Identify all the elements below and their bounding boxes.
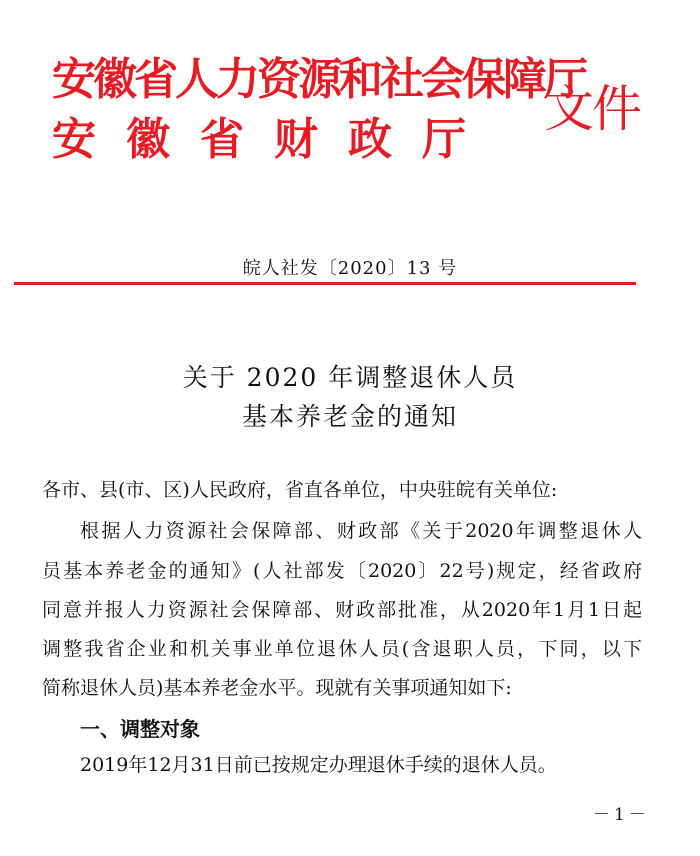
section-heading: 一、调整对象 <box>80 717 200 741</box>
paragraph-line: 员基本养老金的通知》(人社部发〔2020〕22号)规定，经省政府 <box>42 560 642 582</box>
red-separator-line <box>14 282 636 285</box>
document-number: 皖人社发〔2020〕13 号 <box>242 258 458 279</box>
addressee: 各市、县(市、区)人民政府，省直各单位，中央驻皖有关单位: <box>42 479 558 501</box>
document-word: 文件 <box>544 80 640 138</box>
document-title-line-1: 关于 2020 年调整退休人员 <box>182 363 518 392</box>
section-text: 2019年12月31日前已按规定办理退休手续的退休人员。 <box>80 754 557 776</box>
paragraph-line: 同意并报人力资源社会保障部、财政部批准，从2020年1月1日起 <box>42 599 642 621</box>
paragraph-line: 根据人力资源社会保障部、财政部《关于2020年调整退休人 <box>80 520 642 542</box>
page-number: －1－ <box>593 805 650 825</box>
paragraph-line: 简称退休人员)基本养老金水平。现就有关事项通知如下: <box>42 677 512 699</box>
issuer-name-finance: 安徽省财政厅 <box>52 114 496 165</box>
document-title-line-2: 基本养老金的通知 <box>241 402 458 431</box>
issuer-name-hrss: 安徽省人力资源和社会保障厅 <box>52 54 585 105</box>
paragraph-line: 调整我省企业和机关事业单位退休人员(含退职人员，下同，以下 <box>42 638 642 660</box>
